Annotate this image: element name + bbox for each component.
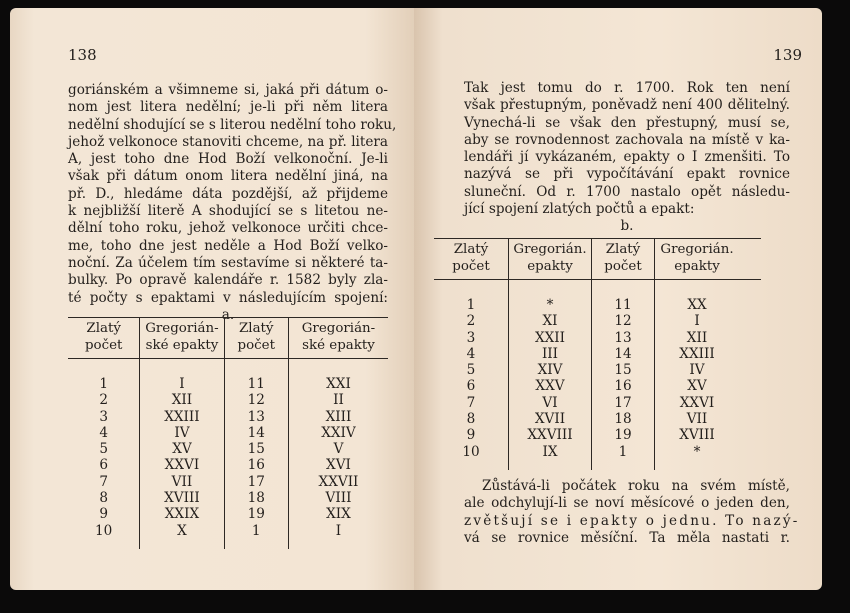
table-cell: XVI	[326, 457, 351, 474]
table-cell: XV	[687, 378, 707, 395]
table-cell: XII	[686, 329, 708, 346]
table-cell: IX	[542, 443, 558, 460]
text-line: však při dátum onom litera nedělní jiná, na	[68, 168, 388, 185]
epact-column	[289, 359, 388, 549]
table-cell: 15	[247, 441, 265, 458]
table-cell: 18	[614, 411, 632, 428]
table-cell: 1	[251, 522, 261, 539]
epact-column	[140, 359, 224, 549]
table-cell: 18	[247, 490, 265, 507]
table-cell: XXVI	[679, 394, 715, 411]
header-cell: Gregorián. epakty	[509, 239, 592, 279]
table-cell: 9	[466, 427, 476, 444]
table-cell: XXII	[534, 329, 566, 346]
table-cell: XIV	[537, 362, 563, 379]
table-cell: 11	[247, 376, 265, 392]
table-cell: 1	[466, 297, 476, 313]
text-line: dělní toho roku, jehož velkonoce určiti chce-	[68, 220, 388, 237]
table-cell: 16	[247, 457, 265, 474]
table-cell: XVII	[534, 411, 566, 428]
text-line: Zůstává-li počátek roku na svém místě,	[482, 478, 790, 494]
table-cell: XX	[687, 297, 707, 313]
text-line: nedělní shodující se s literou nedělní toho roku,	[68, 116, 397, 133]
text-line: jící spojení zlatých počtů a epakt:	[464, 201, 695, 218]
table-cell: 9	[99, 506, 108, 523]
table-cell: XIX	[326, 506, 351, 523]
table-cell: 13	[247, 408, 265, 425]
table-header	[68, 318, 388, 359]
page-number: 139	[773, 46, 802, 64]
text-line: Tak jest tomu do r. 1700. Rok ten není	[464, 80, 790, 96]
table-cell: 8	[99, 490, 108, 507]
golden-number-column	[225, 359, 289, 549]
text-line: me, toho dne jest neděle a Hod Boží velko-	[68, 237, 388, 254]
table-cell: *	[546, 297, 554, 313]
table-cell: 12	[247, 392, 265, 409]
right-after-text	[464, 478, 800, 547]
table-cell: 7	[466, 394, 476, 411]
text-line: vá se rovnice měsíční. Ta měla nastati r.	[464, 529, 790, 546]
golden-number-column	[434, 280, 509, 470]
table-cell: XVIII	[164, 490, 200, 507]
epact-column	[655, 280, 739, 470]
text-line: nazývá se při vypočítávání epakt rovnice	[464, 166, 790, 183]
table-cell: 3	[99, 408, 108, 425]
table-cell: 11	[614, 297, 632, 313]
text-line: A, jest toho dne Hod Boží velkonoční. Je-li	[68, 151, 388, 168]
table-cell: VII	[686, 411, 708, 428]
header-cell: Zlatý počet	[434, 239, 509, 279]
text-line: jehož velkonoce stanoviti chceme, na př. litera	[68, 133, 388, 150]
table-cell: V	[333, 441, 344, 458]
table-header	[434, 239, 761, 280]
table-cell: XV	[172, 441, 192, 458]
table-cell: IV	[689, 362, 705, 379]
text-line: bulky. Po opravě kalendáře r. 1582 byly zla-	[68, 272, 388, 289]
table-cell: XXI	[326, 376, 351, 392]
table-cell: VII	[171, 473, 193, 490]
text-line: goriánském a všimneme si, jaká při dátum o-	[68, 82, 388, 98]
table-cell: VIII	[325, 490, 352, 507]
epakta-table-b	[434, 238, 761, 470]
table-cell: X	[177, 522, 187, 539]
right-page	[414, 8, 822, 590]
header-cell: Zlatý počet	[592, 239, 655, 279]
table-cell: XXIII	[679, 345, 715, 362]
table-cell: 12	[614, 313, 632, 330]
epakta-table-a	[68, 317, 388, 549]
table-body	[434, 280, 761, 470]
table-cell: 19	[614, 427, 632, 444]
text-line: však přestupným, poněvadž není 400 dělitelný.	[464, 97, 790, 114]
table-cell: 10	[95, 522, 113, 539]
text-line: k nejbližší literě A shodující se s litetou ne-	[68, 203, 388, 220]
header-cell: Gregorián. epakty	[660, 242, 734, 274]
table-cell: 16	[614, 378, 632, 395]
text-line: Vynechá-li se však den přestupný, musí se,	[464, 114, 790, 131]
open-book	[10, 8, 822, 590]
table-cell: 5	[99, 441, 108, 458]
text-line: zvětšují se i epakty o jednu. To nazý-	[464, 512, 800, 529]
table-cell: XXIII	[164, 408, 200, 425]
golden-number-column	[68, 359, 140, 549]
table-cell: 2	[99, 392, 108, 409]
table-cell: 13	[614, 329, 632, 346]
table-cell: 6	[99, 457, 108, 474]
table-cell: XVIII	[679, 427, 715, 444]
table-cell: I	[335, 522, 342, 539]
text-line: té počty s epaktami v následujícím spojení:	[68, 289, 388, 306]
header-cell: Zlatý počet	[225, 318, 289, 358]
text-line: noční. Za účelem tím sestavíme si některé ta-	[68, 254, 388, 271]
header-cell: Gregorián- ské epakty	[301, 321, 376, 353]
left-page	[10, 8, 414, 590]
table-cell: XXVII	[318, 473, 359, 490]
table-cell: 3	[466, 329, 476, 346]
table-cell: III	[541, 345, 559, 362]
table-cell: 17	[614, 394, 632, 411]
table-cell: XI	[542, 313, 558, 330]
table-cell: 6	[466, 378, 476, 395]
text-line: aby se rovnodennost zachovala na místě v ka-	[464, 131, 790, 148]
page-number: 138	[68, 46, 97, 64]
table-cell: 10	[462, 443, 480, 460]
table-cell: 1	[99, 376, 108, 392]
table-cell: 17	[247, 473, 265, 490]
text-line: sluneční. Od r. 1700 nastalo opět následu-	[464, 183, 790, 200]
header-cell: Zlatý počet	[68, 318, 140, 358]
table-cell: XXVIII	[527, 427, 573, 444]
text-line: lendáři jí vykázaném, epakty o I zmenšiti. To	[464, 149, 790, 166]
right-body-text	[464, 80, 790, 236]
table-cell: 7	[99, 473, 108, 490]
table-cell: I	[179, 376, 185, 392]
table-cell: 5	[466, 362, 476, 379]
table-cell: *	[693, 443, 701, 460]
table-cell: 4	[466, 345, 476, 362]
table-label: b.	[620, 218, 634, 235]
table-cell: XXIX	[164, 506, 200, 523]
table-cell: VI	[542, 394, 558, 411]
table-cell: 19	[247, 506, 265, 523]
table-cell: II	[333, 392, 344, 409]
table-cell: XII	[171, 392, 193, 409]
table-cell: XIII	[325, 408, 352, 425]
epact-column	[509, 280, 592, 470]
table-cell: XXVI	[164, 457, 200, 474]
golden-number-column	[592, 280, 655, 470]
table-cell: 2	[466, 313, 476, 330]
header-cell: Gregorián- ské epakty	[140, 318, 224, 358]
table-cell: 4	[99, 424, 108, 441]
table-cell: XXIV	[321, 424, 356, 441]
left-body-text	[68, 82, 397, 324]
table-cell: IV	[174, 424, 190, 441]
text-line: nom jest litera nedělní; je-li při něm litera	[68, 99, 388, 116]
text-line: ale odchylují-li se noví měsícové o jeden den,	[464, 495, 790, 512]
table-cell: I	[694, 313, 700, 330]
table-cell: 15	[614, 362, 632, 379]
table-label: a.	[221, 306, 235, 323]
table-body	[68, 359, 388, 549]
table-cell: 14	[247, 424, 265, 441]
table-cell: 8	[466, 411, 476, 428]
table-cell: 14	[614, 345, 632, 362]
table-cell: XXV	[535, 378, 565, 395]
table-cell: 1	[618, 443, 628, 460]
text-line: př. D., hledáme dáta pozdější, až přijdeme	[68, 185, 388, 202]
